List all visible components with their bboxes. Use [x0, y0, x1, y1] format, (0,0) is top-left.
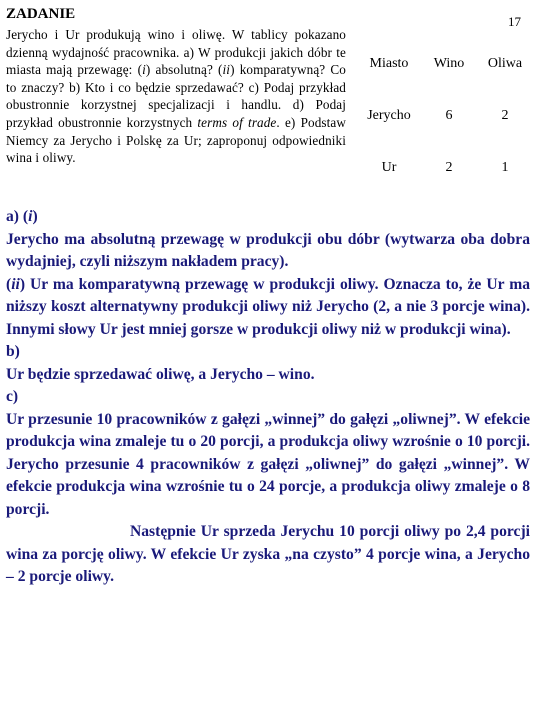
answer-c-text-2: Następnie Ur sprzeda Jerychu 10 porcji oliwy po 2,4 porcji wina za porcję oliwy. W efekcie Ur zyska „na czysto” 4 porcje wina, a Jerycho – 2 porcje oliwy.	[6, 523, 530, 585]
answer-a-label	[6, 206, 530, 229]
answer-c-text-1: Ur przesunie 10 pracowników z gałęzi „winnej” do gałęzi „oliwnej”. W efekcie produkcja wina zmaleje tu o 20 porcji, a produkcja oliwy wzrośnie o 10 porcji. Jerycho przesunie 4 pracowników z gałęzi „oliwnej” do gałęzi „winnej”. W efekcie produkcja wina wzrośnie tu o 24 porcje, a produkcja oliwy zmaleje o 8 porcji.	[6, 410, 530, 518]
answer-a-ii-text: ) Ur ma komparatywną przewagę w produkcji oliwy. Oznacza to, że Ur ma niższy koszt alternatywny produkcji oliwy niż Jerycho (2, a nie 3 porcje wina). Innymi słowy Ur jest mniej gorsze w produkcji oliwy niż w produkcji wina).	[6, 275, 530, 338]
answer-a-ii-open: (	[6, 275, 12, 293]
task-text	[6, 26, 350, 167]
task-em-terms: terms of trade	[197, 114, 277, 130]
task-part-2: ) absolutną? (	[145, 62, 223, 78]
table-row	[355, 142, 535, 194]
answer-a-em: i	[28, 208, 33, 225]
answer-a-ii-em: ii	[11, 275, 20, 293]
table-cell: 6	[445, 108, 453, 123]
task-em-i: i	[142, 62, 146, 78]
task-part-4: . e) Podstaw Niemcy za Jerycho i Polskę za Ur; zaproponuj odpowiedniki wina i oliwy.	[6, 114, 350, 166]
table-header-row	[355, 38, 535, 90]
answer-c-label: c)	[6, 388, 19, 405]
answer-text	[6, 206, 530, 589]
task-part-1: Jerycho i Ur produkują wino i oliwę. W tablicy pokazano dzienną wydajność pracownika. a) W produkcji jakich dóbr te miasta mają przewagę: (	[6, 27, 350, 78]
table-row	[355, 90, 535, 142]
answer-a-close: )	[32, 208, 38, 225]
table-cell: Ur	[381, 160, 397, 175]
table-cell: Jerycho	[367, 108, 411, 123]
table-cell: 2	[501, 108, 509, 123]
table-header-cell: Oliwa	[487, 56, 523, 71]
table-header-cell: Wino	[433, 56, 465, 71]
task-part-3: ) komparatywną? Co to znaczy? b) Kto i co będzie sprzedawać? c) Podaj przykład obustronnie korzystnej specjalizacji i handlu. d) Podaj przykład obustronnie korzystnych	[6, 62, 350, 130]
answer-a-text: Jerycho ma absolutną przewagę w produkcji obu dóbr (wytwarza oba dobra wydajniej, czyli niższym nakładem pracy).	[6, 230, 530, 270]
answer-b-label: b)	[6, 343, 20, 360]
table-header-cell: Miasto	[369, 56, 409, 71]
page-number: 17	[508, 14, 521, 29]
answer-b-text: Ur będzie sprzedawać oliwę, a Jerycho – wino.	[6, 365, 315, 383]
answer-a-open: a) (	[6, 208, 29, 225]
page-title: ZADANIE	[6, 6, 76, 22]
productivity-table	[355, 38, 535, 194]
answer-a-ii	[6, 274, 530, 342]
table-cell: 1	[501, 160, 509, 175]
task-em-ii: ii	[222, 62, 231, 78]
table-cell: 2	[445, 160, 453, 175]
